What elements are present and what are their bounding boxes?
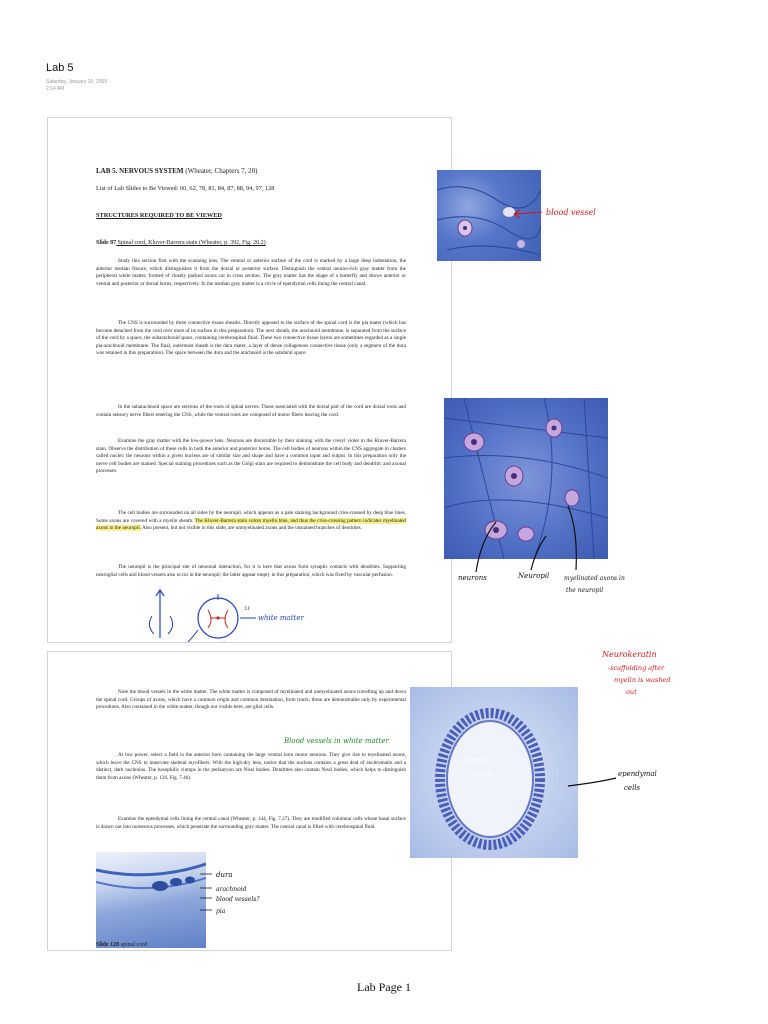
paragraph-4: Examine the gray matter with the low-power lens. Neurons are discernible by their staining with the cresyl violet in the Kluver-Barrera stain. Observe the distribution of these cells in both the anterior and posterior horns. The cell bodies of neurons within the CNS aggregate in clusters called nuclei; the neurons within a given nucleus are of similar size and shape and have a common input and output. In this preparation only the nerve cell bodies are stained. Special staining procedures such as the Golgi stain are required to demonstrate the cell body and dendritic and axonal processes. [96,438,406,474]
meninges-micrograph [96,852,206,948]
myelinated-annotation-1: myelinated axons in [564,575,625,582]
paragraph-6: The neuropil is the principal site of neuronal interaction, for it is here that axons form synaptic contacts with dendrites. Supporting neuroglial cells and blood vessels also occur in the neuropil; the latter appear empty in this preparation, which was fixed by vascular perfusion. [96,564,406,578]
meninges-labels [198,870,298,934]
paragraph-7: Note the blood vessels in the white matter. The white matter is composed of myelinated and unmyelinated axons travelling up and down the spinal cord. Groups of axons, which have a common origin and common destination, form tracts; these are demonstrable only by experimental procedures. Also contained in the white matter, though not visible here, are glial cells. [96,689,406,710]
blood-vessel-label-group [510,200,620,224]
structures-heading: STRUCTURES REQUIRED TO BE VIEWED [96,212,222,219]
paragraph-1: Study this section first with the scanning lens. The ventral or anterior surface of the cord is marked by a large deep indentation, the anterior median fissure, which distinguishes it from the dorsal or posterior surface. Distinguish the central neuron-rich gray matter from the peripheral white matter, formed of closely packed axons cut in cross section. The gray matter has the shape of a butterfly and shows anterior or ventral and posterior or dorsal horns, respectively. In the median gray matter is a circle of ependymal cells lining the central canal. [96,258,406,287]
slide-87-heading [96,240,266,246]
blood-vessels-wm-annotation: Blood vessels in white matter [284,737,389,745]
paragraph-3: In the subarachnoid space are sections of the roots of spinal nerves. Those associated with the dorsal part of the cord are dorsal roots and contain sensory nerve fibers entering the CNS, while the ventral roots are composed of motor fibers leaving the cord. [96,404,406,418]
slide-128-heading [96,942,147,948]
paragraph-8: At low power, select a field in the anterior horn containing the large ventral horn motor neurons. They give rise to myelinated axons, which leave the CNS to innervate skeletal myofibers. With the high-dry lens, notice that the nucleus contains a great deal of euchromatin and a distinct, dark nucleolus. The basophilic clumps in the perikaryon are Nissl bodies. Dendrites also contain Nissl bodies, which helps to distinguish them from axons (Wheater, p. 126, Fig. 7.4b). [96,752,406,781]
central-annotation: central [466,756,492,764]
neurokeratin-note [600,645,710,705]
meninges-micrograph-detail [96,852,206,948]
page-number: 51 [244,606,251,612]
neurons-annotation: neurons [458,574,487,582]
neuropil-labels [456,500,626,600]
ependymal-annotation: ependymal [618,770,657,778]
blood-vessel-annotation: blood vessel [546,208,596,217]
note-time: 2:14 AM [46,86,65,92]
neurokeratin-line-1: Neurokeratin [602,650,657,659]
paragraph-5-end: Also present, but not visible in this slide, are unmyelinated axons and the unstained branches of dendrites. [141,525,362,531]
slide-128-label: Slide 128 [96,942,120,948]
paragraph-5 [96,510,406,533]
page-footer: Lab Page 1 [357,980,411,994]
slide-87-title: Spinal cord, Kluver-Barrera stain (Wheater, p. 392, Fig. 20.2) [116,240,266,246]
neurokeratin-line-3: myelin is washed [614,676,671,684]
dura-annotation: dura [216,871,233,879]
note-timestamp [46,79,107,93]
handout-page-2 [47,651,452,951]
canal-annotation: canal [474,770,494,778]
white-matter-annotation: white matter [258,614,304,622]
slide-128-title: spinal cord [119,942,148,948]
neurokeratin-line-4: out [626,688,637,696]
grey-matter-annotation: grey matter [196,641,233,648]
lab-heading-chapters: (Wheater, Chapters 7, 20) [183,167,258,175]
arachnoid-annotation: arachnoid [216,886,247,893]
cells-annotation: cells [624,784,641,792]
lab-heading [96,167,258,175]
spinal-cord-sketch [148,588,358,648]
pia-annotation: pia [216,908,226,915]
paragraph-9: Examine the ependymal cells lining the central canal (Wheater, p. 144, Fig. 7.27). They are modified columnar cells whose basal surface is drawn out into numerous processes, which penetrate the surrounding gray matter. The central canal is filled with cerebrospinal fluid. [96,816,406,830]
myelinated-annotation-2: the neuropil [566,587,604,594]
lab-heading-bold: LAB 5. NERVOUS SYSTEM [96,167,184,175]
blood-vessels-annotation: blood vessels? [216,896,260,903]
note-title: Lab 5 [46,62,74,74]
highlighted-text: The Kluver-Barrera stain colors myelin blue, and thus the criss-crossing pattern indicates myelinated axons in the neuropil. [96,517,406,531]
handout-page-1 [47,117,452,648]
central-canal-labels [450,750,660,810]
paragraph-2: The CNS is surrounded by three connective tissue sheaths. Directly apposed to the surface of the spinal cord is the pia mater (which has become detached from the cord over most of its surface in this preparation). The next sheath, the arachnoid membrane, is separated from the surface of the cord by a space, the subarachnoid space, containing cerebrospinal fluid. These two connective tissue layers are sometimes regarded as a single pia-arachnoid membrane. The final, outermost sheath is the dura mater, a layer of dense collagenous connective tissue (only a segment of the dura was retained in this preparation). The space between the dura and the arachnoid is the subdural space. [96,320,406,356]
note-date: Saturday, January 10, 2009 [46,79,108,85]
slides-list: List of Lab Slides to Be Viewed: 60, 62, 78, 81, 84, 87, 88, 94, 97, 128 [96,185,275,192]
slide-87-label: Slide 87 [96,240,117,246]
neurokeratin-line-2: -scaffolding after [608,664,665,672]
paragraph-5-start: The cell bodies are surrounded on all sides by the neuropil, which appears as a pale staining background criss-crossed by deep blue lines. Some axons are covered with a myelin sheath. [96,510,406,524]
neuropil-annotation: Neuropil [518,572,550,580]
